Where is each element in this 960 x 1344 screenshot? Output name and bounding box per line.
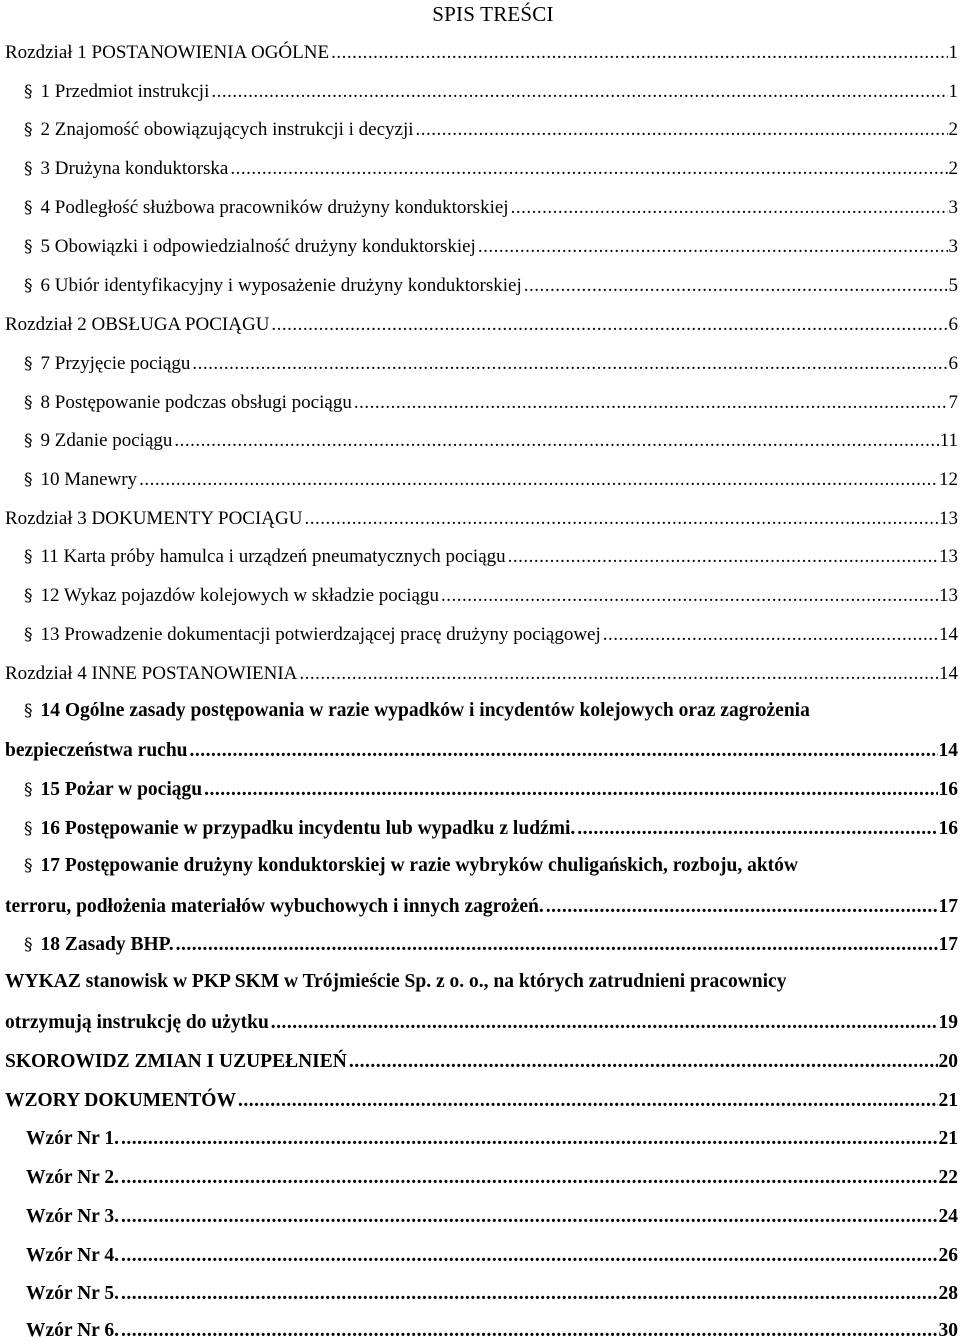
toc-entry-page: 14 — [939, 663, 958, 684]
toc-entry-chapter-2[interactable] — [5, 312, 958, 338]
toc-entry-page: 12 — [939, 469, 958, 490]
toc-entry-label: 13 Prowadzenie dokumentacji potwierdzającej pracę drużyny pociągowej — [40, 624, 601, 645]
toc-entry-par-4[interactable] — [24, 195, 958, 221]
toc-entry-par-14-line1[interactable] — [24, 700, 810, 722]
section-icon: § — [24, 701, 33, 721]
toc-entry-label: Wzór Nr 6. — [26, 1320, 119, 1341]
leader-dots — [121, 1126, 938, 1152]
toc-entry-chapter-3[interactable] — [5, 506, 958, 532]
section-icon: § — [24, 586, 33, 606]
toc-entry-page: 11 — [939, 430, 958, 451]
toc-entry-par-8[interactable] — [24, 390, 958, 416]
toc-title-text: SPIS TREŚCI — [432, 2, 554, 26]
section-icon: § — [24, 935, 33, 955]
section-icon: § — [24, 393, 33, 413]
toc-entry-label: 18 Zasady BHP. — [40, 934, 174, 955]
section-icon: § — [24, 354, 33, 374]
toc-entry-label: Wzór Nr 3. — [26, 1206, 119, 1227]
toc-entry-label: 14 Ogólne zasady postępowania w razie wypadków i incydentów kolejowych oraz zagrożenia — [40, 700, 810, 721]
toc-entry-label: 5 Obowiązki i odpowiedzialność drużyny konduktorskiej — [40, 236, 476, 257]
leader-dots — [331, 40, 947, 66]
leader-dots — [603, 622, 938, 648]
toc-entry-label: WZORY DOKUMENTÓW — [5, 1090, 236, 1111]
toc-entry-page: 1 — [948, 42, 958, 63]
toc-entry-page: 14 — [938, 740, 958, 761]
toc-entry-page: 7 — [948, 392, 958, 413]
section-icon: § — [24, 856, 33, 876]
toc-entry-label: Wzór Nr 5. — [26, 1283, 119, 1304]
leader-dots — [121, 1165, 938, 1191]
leader-dots — [441, 583, 938, 609]
toc-entry-par-2[interactable] — [24, 117, 958, 143]
toc-entry-label: otrzymują instrukcję do użytku — [5, 1012, 269, 1033]
section-icon: § — [24, 276, 33, 296]
toc-entry-label: 17 Postępowanie drużyny konduktorskiej w razie wybryków chuligańskich, rozboju, aktów — [40, 855, 799, 876]
leader-dots — [121, 1281, 938, 1307]
leader-dots — [176, 932, 938, 958]
toc-entry-page: 26 — [938, 1245, 958, 1266]
toc-entry-par-12[interactable] — [24, 583, 958, 609]
toc-entry-page: 22 — [938, 1167, 958, 1188]
leader-dots — [349, 1049, 938, 1075]
toc-entry-label: Rozdział 1 POSTANOWIENIA OGÓLNE — [5, 42, 330, 63]
leader-dots — [271, 1010, 938, 1036]
leader-dots — [354, 390, 948, 416]
leader-dots — [204, 777, 937, 803]
toc-entry-label: bezpieczeństwa ruchu — [5, 740, 188, 761]
toc-entry-page: 21 — [938, 1090, 958, 1111]
leader-dots — [121, 1243, 938, 1269]
toc-entry-par-16[interactable] — [24, 816, 958, 842]
toc-entry-wykaz[interactable] — [5, 1010, 958, 1036]
toc-entry-page: 3 — [948, 236, 958, 257]
leader-dots — [511, 195, 948, 221]
section-icon: § — [24, 198, 33, 218]
toc-entry-label: Rozdział 3 DOKUMENTY POCIĄGU — [5, 508, 303, 529]
section-icon: § — [24, 547, 33, 567]
leader-dots — [304, 506, 938, 532]
toc-entry-par-17-line1[interactable] — [24, 855, 798, 877]
toc-entry-chapter-1[interactable] — [5, 40, 958, 66]
toc-entry-page: 16 — [938, 818, 958, 839]
toc-entry-label: 11 Karta próby hamulca i urządzeń pneumatycznych pociągu — [40, 546, 506, 567]
toc-entry-par-9[interactable] — [24, 428, 958, 454]
toc-entry-par-11[interactable] — [24, 544, 958, 570]
leader-dots — [508, 544, 938, 570]
toc-entry-page: 21 — [938, 1128, 958, 1149]
toc-entry-par-10[interactable] — [24, 467, 958, 493]
toc-entry-label: 8 Postępowanie podczas obsługi pociągu — [40, 392, 352, 413]
toc-entry-label: 10 Manewry — [40, 469, 138, 490]
toc-entry-par-17[interactable] — [5, 894, 958, 920]
section-icon: § — [24, 237, 33, 257]
toc-entry-wzor-3[interactable] — [26, 1204, 958, 1230]
toc-entry-label: 16 Postępowanie w przypadku incydentu lub wypadku z ludźmi. — [40, 818, 576, 839]
leader-dots — [524, 273, 948, 299]
section-icon: § — [24, 120, 33, 140]
toc-entry-label: Wzór Nr 2. — [26, 1167, 119, 1188]
toc-entry-page: 13 — [939, 546, 958, 567]
toc-entry-page: 6 — [948, 353, 958, 374]
section-icon: § — [24, 819, 33, 839]
toc-entry-par-14[interactable] — [5, 738, 958, 764]
leader-dots — [192, 351, 947, 377]
toc-entry-skorowidz[interactable] — [5, 1049, 958, 1075]
toc-entry-page: 30 — [938, 1320, 958, 1341]
toc-entry-wzor-6[interactable] — [26, 1318, 958, 1344]
leader-dots — [139, 467, 938, 493]
leader-dots — [546, 894, 938, 920]
toc-entry-par-3[interactable] — [24, 156, 958, 182]
leader-dots — [478, 234, 948, 260]
toc-entry-par-18[interactable] — [24, 932, 958, 958]
toc-entry-label: WYKAZ stanowisk w PKP SKM w Trójmieście Sp. z o. o., na których zatrudnieni pracownicy — [5, 971, 787, 992]
section-icon: § — [24, 431, 33, 451]
leader-dots — [416, 117, 948, 143]
leader-dots — [211, 79, 947, 105]
toc-entry-label: 9 Zdanie pociągu — [40, 430, 173, 451]
toc-entry-label: terroru, podłożenia materiałów wybuchowych i innych zagrożeń. — [5, 896, 544, 917]
toc-entry-par-5[interactable] — [24, 234, 958, 260]
section-icon: § — [24, 82, 33, 102]
toc-entry-page: 28 — [938, 1283, 958, 1304]
toc-entry-wzor-1[interactable] — [26, 1126, 958, 1152]
toc-entry-page: 19 — [938, 1012, 958, 1033]
toc-entry-par-6[interactable] — [24, 273, 958, 299]
toc-entry-label: Rozdział 4 INNE POSTANOWIENIA — [5, 663, 298, 684]
toc-entry-label: 4 Podległość służbowa pracowników drużyny konduktorskiej — [40, 197, 509, 218]
toc-entry-label: 2 Znajomość obowiązujących instrukcji i decyzji — [40, 119, 414, 140]
toc-entry-label: 1 Przedmiot instrukcji — [40, 81, 210, 102]
leader-dots — [121, 1204, 938, 1230]
toc-entry-page: 16 — [938, 779, 958, 800]
toc-entry-page: 17 — [938, 934, 958, 955]
toc-entry-wykaz-line1[interactable] — [5, 971, 786, 993]
toc-entry-wzor-4[interactable] — [26, 1243, 958, 1269]
toc-entry-label: 12 Wykaz pojazdów kolejowych w składzie pociągu — [40, 585, 439, 606]
leader-dots — [230, 156, 947, 182]
section-icon: § — [24, 159, 33, 179]
toc-entry-page: 24 — [938, 1206, 958, 1227]
leader-dots — [174, 428, 938, 454]
toc-entry-page: 2 — [948, 158, 958, 179]
section-icon: § — [24, 625, 33, 645]
toc-entry-page: 5 — [948, 275, 958, 296]
toc-entry-page: 17 — [938, 896, 958, 917]
toc-entry-chapter-4[interactable] — [5, 661, 958, 687]
toc-entry-page: 13 — [939, 508, 958, 529]
toc-entry-wzor-5[interactable] — [26, 1281, 958, 1307]
toc-entry-label: Wzór Nr 4. — [26, 1245, 119, 1266]
toc-entry-label: 15 Pożar w pociągu — [40, 779, 203, 800]
toc-entry-wzory[interactable] — [5, 1088, 958, 1114]
toc-entry-label: SKOROWIDZ ZMIAN I UZUPEŁNIEŃ — [5, 1051, 347, 1072]
toc-entry-page: 6 — [948, 314, 958, 335]
toc-entry-par-7[interactable] — [24, 351, 958, 377]
section-icon: § — [24, 780, 33, 800]
section-icon: § — [24, 470, 33, 490]
leader-dots — [121, 1318, 938, 1344]
toc-entry-par-13[interactable] — [24, 622, 958, 648]
toc-entry-page: 13 — [939, 585, 958, 606]
toc-entry-page: 3 — [948, 197, 958, 218]
toc-entry-label: Rozdział 2 OBSŁUGA POCIĄGU — [5, 314, 270, 335]
toc-entry-page: 14 — [939, 624, 958, 645]
toc-entry-page: 2 — [948, 119, 958, 140]
toc-entry-label: 7 Przyjęcie pociągu — [40, 353, 191, 374]
toc-entry-wzor-2[interactable] — [26, 1165, 958, 1191]
toc-entry-par-1[interactable] — [24, 79, 958, 105]
leader-dots — [577, 816, 937, 842]
toc-entry-label: 6 Ubiór identyfikacyjny i wyposażenie drużyny konduktorskiej — [40, 275, 522, 296]
leader-dots — [271, 312, 947, 338]
leader-dots — [299, 661, 938, 687]
leader-dots — [190, 738, 938, 764]
toc-entry-label: Wzór Nr 1. — [26, 1128, 119, 1149]
leader-dots — [238, 1088, 938, 1114]
toc-entry-par-15[interactable] — [24, 777, 958, 803]
toc-entry-page: 20 — [938, 1051, 958, 1072]
toc-entry-label: 3 Drużyna konduktorska — [40, 158, 229, 179]
toc-entry-page: 1 — [948, 81, 958, 102]
